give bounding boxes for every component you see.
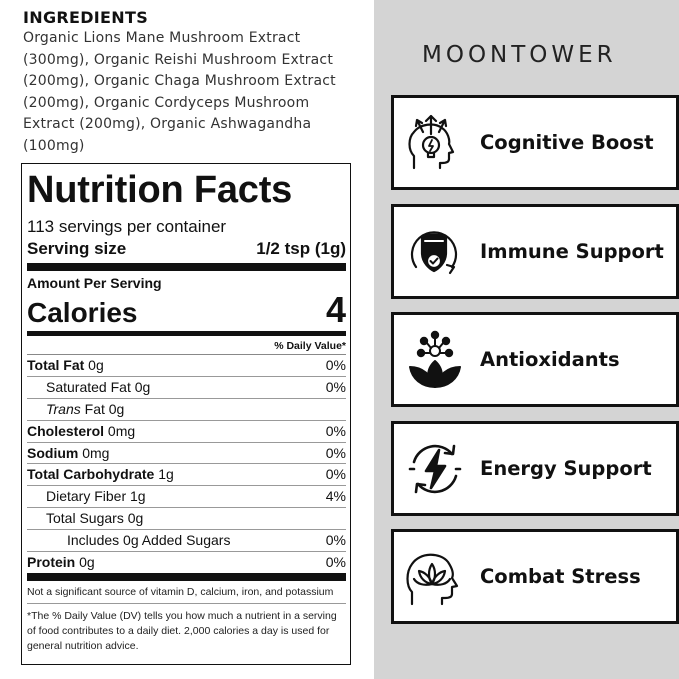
serving-size-value: 1/2 tsp (1g) <box>256 239 346 258</box>
head-lightbulb-icon <box>404 112 466 174</box>
calories-value: 4 <box>325 289 346 330</box>
nutrient-percent: 4% <box>325 488 346 505</box>
amount-per-serving: Amount Per Serving <box>27 275 162 291</box>
nutrient-row-dietary-fiber <box>27 486 346 508</box>
nutrient-amount: 0g <box>75 554 95 571</box>
nutrient-row-sodium <box>27 443 346 465</box>
bolt-cycle-icon <box>404 438 466 500</box>
nutrient-amount: Fat 0g <box>80 400 125 417</box>
benefit-label: Antioxidants <box>480 348 620 371</box>
daily-value-header: % Daily Value* <box>27 336 346 355</box>
nutrient-row-trans-fat <box>27 399 346 421</box>
daily-value-footnote: *The % Daily Value (DV) tells you how much a nutrient in a serving of food contributes to a daily diet. 2,000 calories a day is used for general nutrition advice. <box>27 610 337 653</box>
nutrient-name: Dietary Fiber 1g <box>46 488 146 505</box>
calories-row <box>27 291 346 336</box>
nutrient-percent: 0% <box>325 357 346 373</box>
nutrient-name: Cholesterol <box>27 422 105 439</box>
servings-per-container: 113 servings per container <box>27 217 227 236</box>
benefit-label: Immune Support <box>480 240 664 263</box>
nutrient-percent: 0% <box>325 422 346 439</box>
nutrient-amount: 1g <box>154 466 174 483</box>
benefit-label: Combat Stress <box>480 565 641 588</box>
benefit-antioxidants <box>391 312 679 407</box>
nutrient-row-total-fat <box>27 355 346 377</box>
nutrient-name: Protein <box>27 554 76 571</box>
calories-label: Calories <box>27 297 138 328</box>
brand-logo: MOONTOWER <box>422 42 617 68</box>
nutrient-name: Includes 0g Added Sugars <box>67 532 231 549</box>
nutrient-name: Total Sugars 0g <box>46 510 144 527</box>
nutrient-amount: 0mg <box>78 444 110 461</box>
nutrient-row-total-sugars <box>27 508 346 530</box>
serving-size-row <box>27 238 346 271</box>
benefit-cognitive-boost <box>391 95 679 190</box>
vitamin-note: Not a significant source of vitamin D, calcium, iron, and potassium <box>27 581 346 604</box>
ingredients-heading: INGREDIENTS <box>23 8 149 27</box>
nutrient-row-total-carbohydrate <box>27 464 346 486</box>
molecule-leaf-icon <box>404 329 466 391</box>
benefit-label: Energy Support <box>480 457 652 480</box>
nutrient-amount: 0g <box>84 357 104 373</box>
nutrient-percent: 0% <box>325 378 346 395</box>
nutrient-row-added-sugars <box>27 530 346 552</box>
benefit-combat-stress <box>391 529 679 624</box>
benefit-label: Cognitive Boost <box>480 131 654 154</box>
nutrient-name: Saturated Fat 0g <box>46 378 151 395</box>
ingredients-text: Organic Lions Mane Mushroom Extract (300mg), Organic Reishi Mushroom Extract (200mg), Organic Chaga Mushroom Extract (200mg), Organic Cordyceps Mushroom Extract (200mg), Organic Ashwagandha (100mg) <box>23 30 336 154</box>
nutrient-name: Total Carbohydrate <box>27 466 155 483</box>
nutrient-row-protein <box>27 552 346 581</box>
nutrition-facts-title: Nutrition Facts <box>27 169 293 211</box>
shield-check-icon <box>404 221 466 283</box>
nutrient-percent: 0% <box>325 466 346 483</box>
nutrient-name: Total Fat <box>27 357 85 373</box>
nutrient-percent: 0% <box>325 532 346 549</box>
benefit-immune-support <box>391 204 679 299</box>
head-lotus-icon <box>404 546 466 608</box>
nutrient-percent: 0% <box>325 444 346 461</box>
nutrient-name-italic: Trans <box>46 400 81 417</box>
nutrient-row-cholesterol <box>27 421 346 443</box>
ingredients-section <box>23 8 363 157</box>
serving-size-label: Serving size <box>27 239 127 258</box>
benefit-energy-support <box>391 421 679 516</box>
nutrient-name: Sodium <box>27 444 79 461</box>
nutrient-row-saturated-fat <box>27 377 346 399</box>
nutrition-facts-panel <box>21 163 351 665</box>
nutrient-amount: 0mg <box>104 422 136 439</box>
nutrient-percent: 0% <box>325 554 346 571</box>
